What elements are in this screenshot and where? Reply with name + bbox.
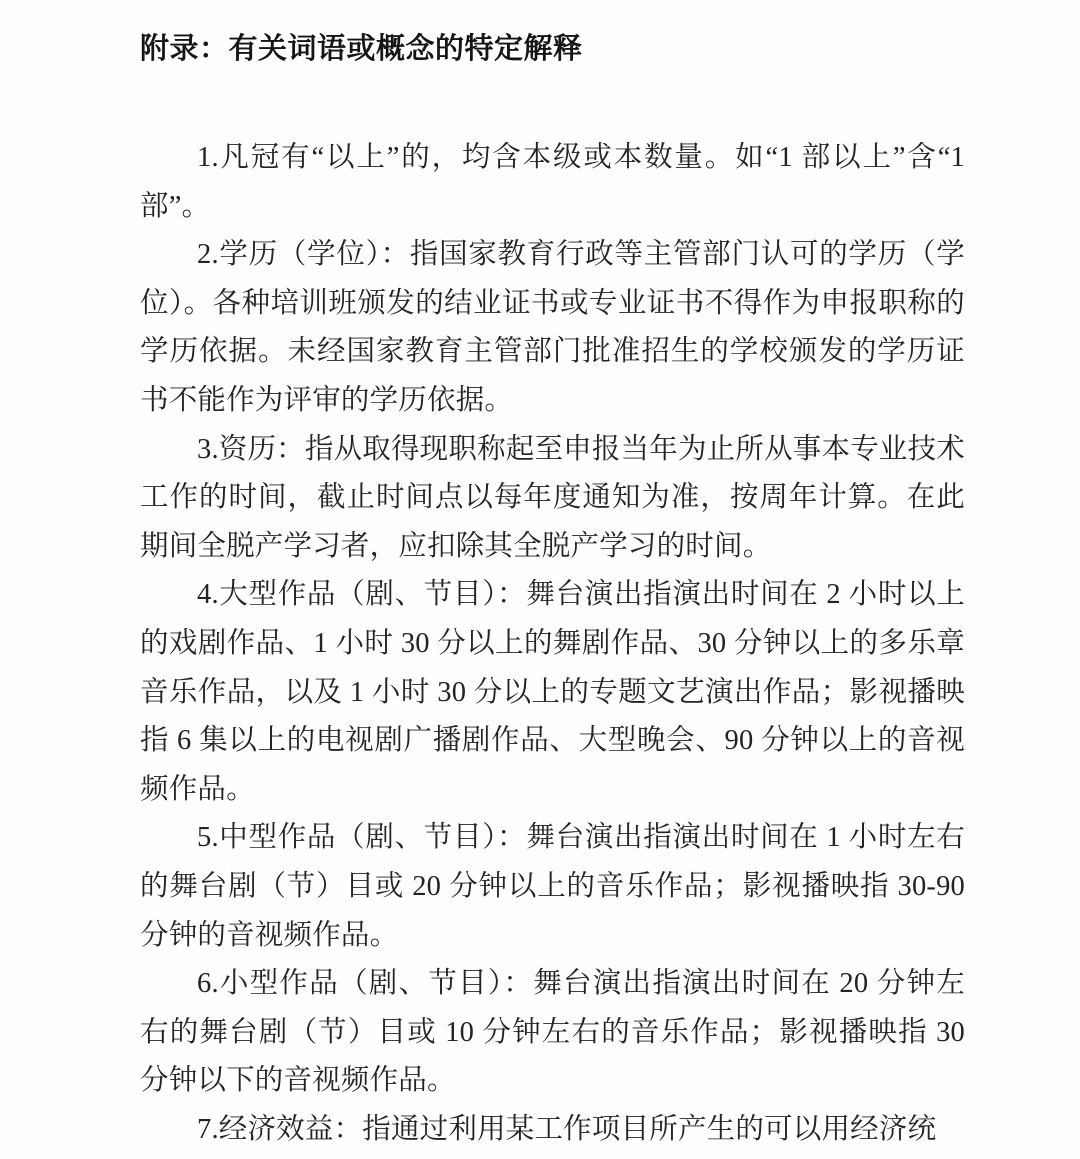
paragraph-3: 3.资历：指从取得现职称起至申报当年为止所从事本专业技术工作的时间，截止时间点以每年度通知为准，按周年计算。在此期间全脱产学习者，应扣除其全脱产学习的时间。	[140, 433, 965, 562]
paragraph-4: 4.大型作品（剧、节目）：舞台演出指演出时间在 2 小时以上的戏剧作品、1 小时 30 分以上的舞剧作品、30 分钟以上的多乐章音乐作品，以及 1 小时 30 分以上的专题文艺演出作品；影视播映指 6 集以上的电视剧广播剧作品、大型晚会、90 分钟以上的音视频作品。	[140, 579, 965, 805]
appendix-title: 附录：有关词语或概念的特定解释	[140, 33, 583, 65]
paragraph-1: 1.凡冠有“以上”的，均含本级或本数量。如“1 部以上”含“1 部”。	[140, 142, 965, 222]
paragraph-5: 5.中型作品（剧、节目）：舞台演出指演出时间在 1 小时左右的舞台剧（节）目或 20 分钟以上的音乐作品；影视播映指 30-90 分钟的音视频作品。	[140, 822, 965, 951]
paragraph-7-truncated: 7.经济效益：指通过利用某工作项目所产生的可以用经济统	[197, 1113, 937, 1145]
paragraph-2: 2.学历（学位）：指国家教育行政等主管部门认可的学历（学位）。各种培训班颁发的结业证书或专业证书不得作为申报职称的学历依据。未经国家教育主管部门批准招生的学校颁发的学历证书不能作为评审的学历依据。	[140, 239, 965, 416]
appendix-body	[140, 134, 965, 1154]
paragraph-6: 6.小型作品（剧、节目）：舞台演出指演出时间在 20 分钟左右的舞台剧（节）目或 10 分钟左右的音乐作品；影视播映指 30 分钟以下的音视频作品。	[140, 968, 965, 1097]
